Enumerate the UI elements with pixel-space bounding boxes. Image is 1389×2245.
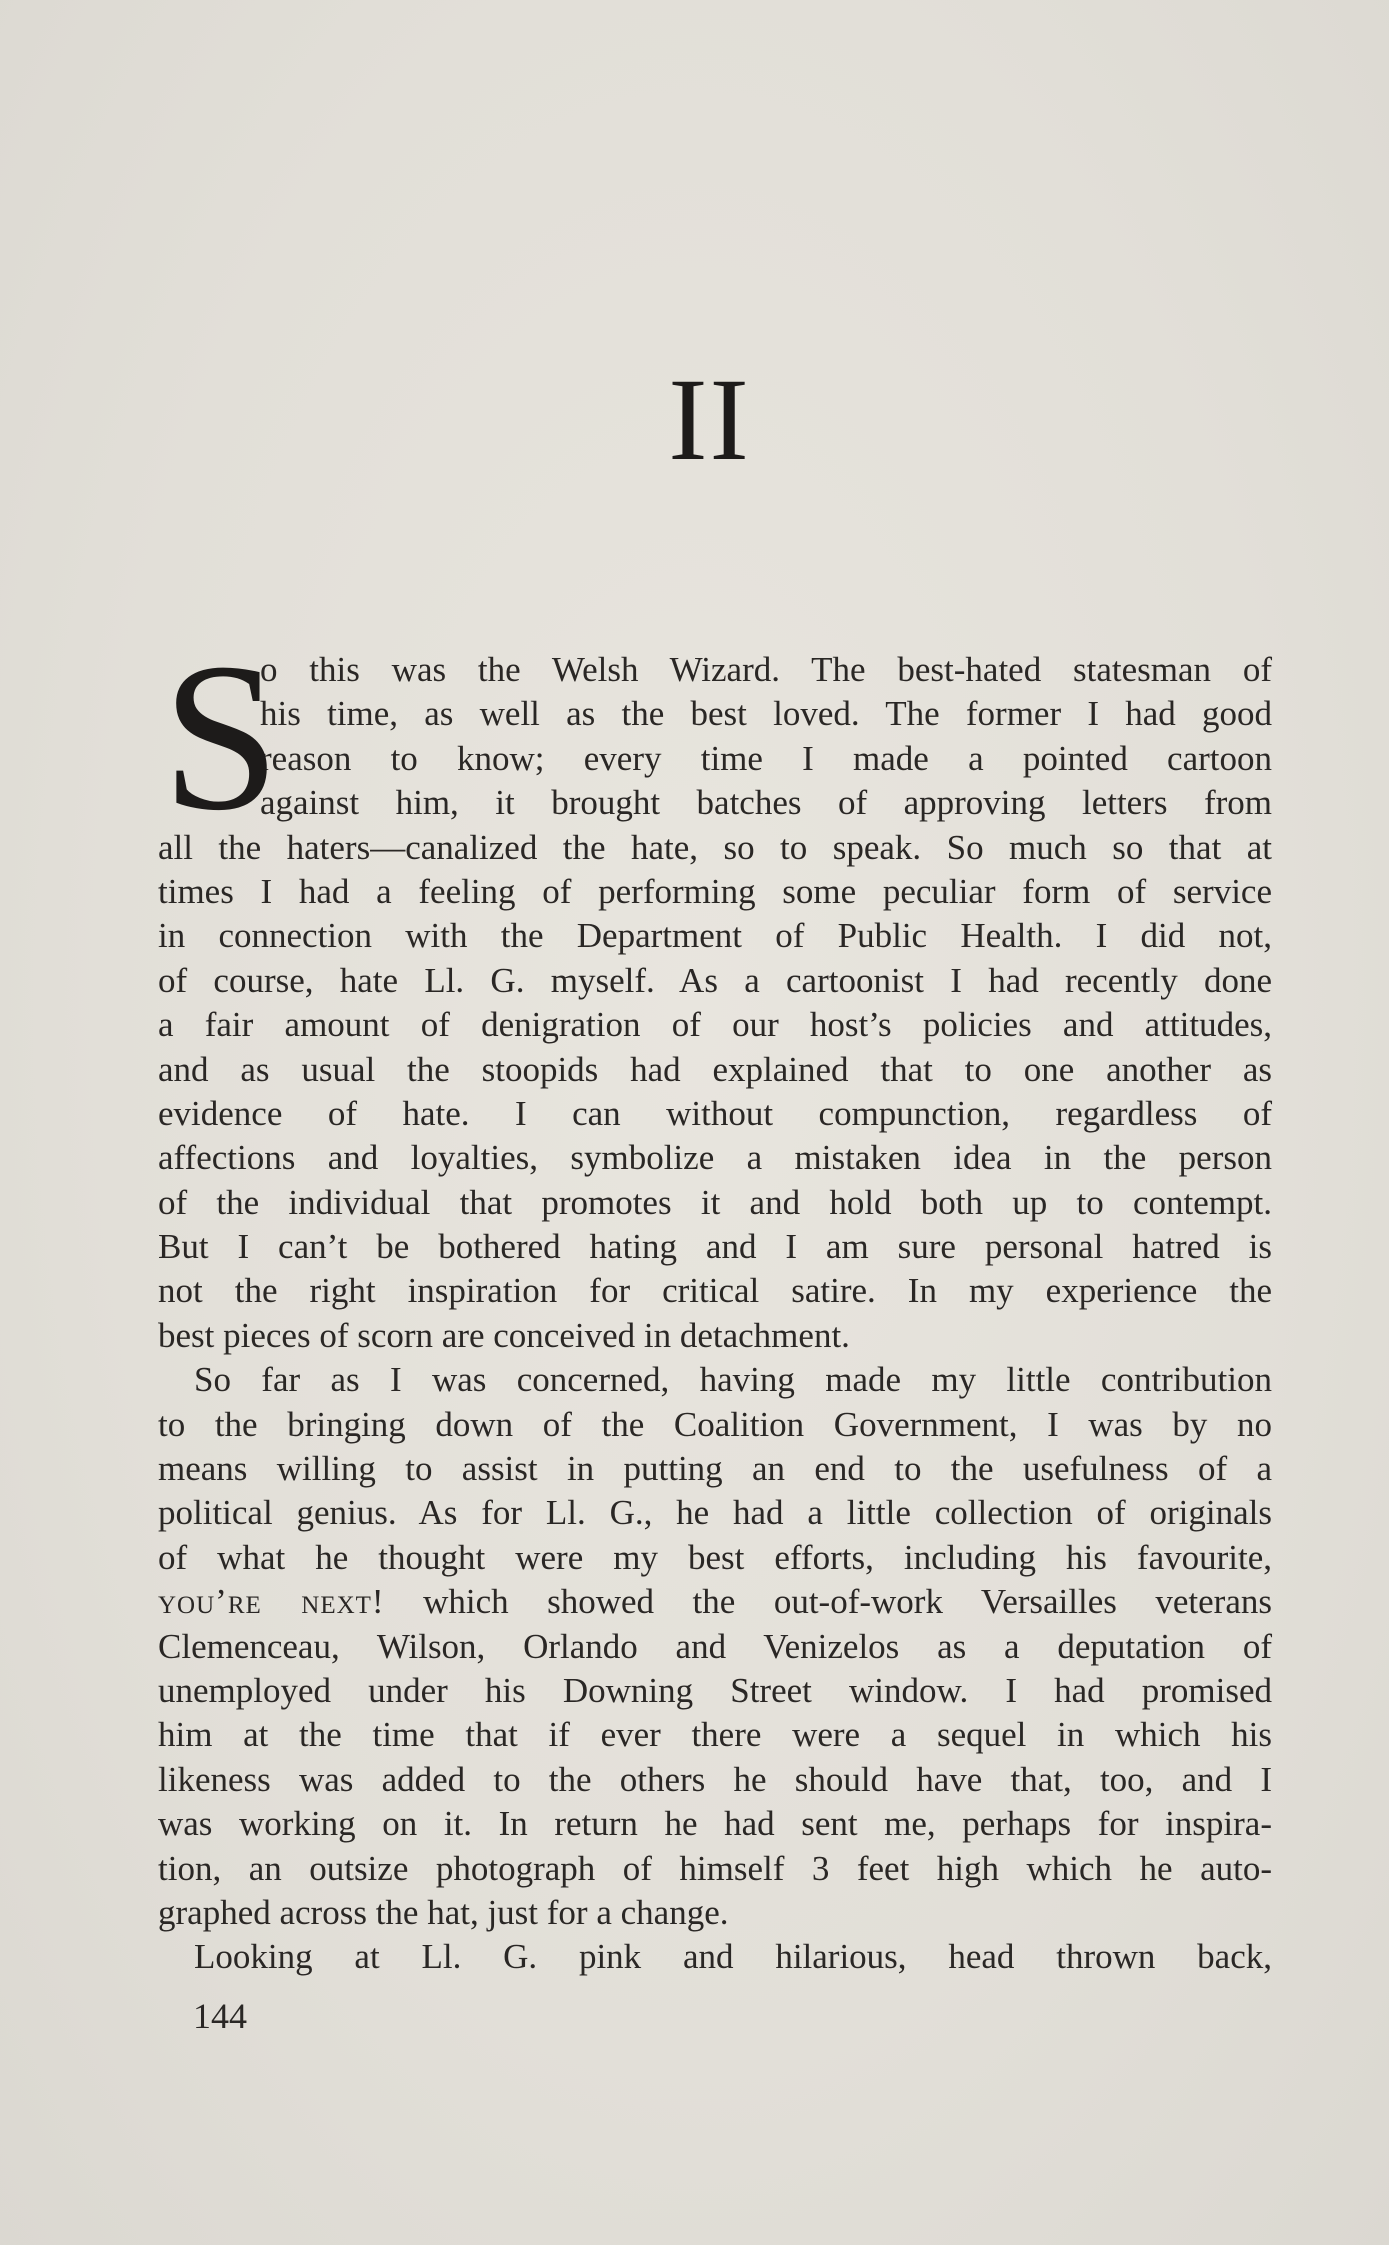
cartoon-title: you’re next! — [158, 1582, 385, 1622]
drop-cap: S — [162, 619, 280, 854]
text-line: affections and loyalties, symbolize a mistaken idea in the person — [158, 1138, 1272, 1178]
text-line: not the right inspiration for critical satire. In my experience the — [158, 1271, 1272, 1311]
text-line: of what he thought were my best efforts, including his favourite, — [158, 1537, 1272, 1577]
text-line: against him, it brought batches of approving letters from — [260, 783, 1272, 823]
page-number: 144 — [193, 1996, 247, 2036]
text-line: times I had a feeling of performing some peculiar form of service — [158, 871, 1272, 911]
text-line: all the haters—canalized the hate, so to speak. So much so that at — [158, 827, 1272, 867]
text-line: likeness was added to the others he should have that, too, and I — [158, 1759, 1272, 1799]
text-line: of course, hate Ll. G. myself. As a cartoonist I had recently done — [158, 960, 1272, 1000]
text-line: tion, an outsize photograph of himself 3 feet high which he auto- — [158, 1848, 1272, 1888]
text-fragment: which showed the out-of-work Versailles veterans — [384, 1582, 1272, 1622]
text-line: and as usual the stoopids had explained that to one another as — [158, 1049, 1272, 1089]
chapter-number: II — [668, 354, 751, 485]
text-line: So far as I was concerned, having made my little contribution — [194, 1360, 1272, 1400]
text-line: Clemenceau, Wilson, Orlando and Venizelos as a deputation of — [158, 1626, 1272, 1666]
text-line-with-cartoon-title — [158, 1580, 1272, 1624]
text-line: to the bringing down of the Coalition Government, I was by no — [158, 1404, 1272, 1444]
text-line: unemployed under his Downing Street window. I had promised — [158, 1670, 1272, 1710]
text-line: But I can’t be bothered hating and I am sure personal hatred is — [158, 1227, 1272, 1267]
text-line: means willing to assist in putting an end to the usefulness of a — [158, 1449, 1272, 1489]
text-line: reason to know; every time I made a pointed cartoon — [260, 738, 1272, 778]
text-line: him at the time that if ever there were a sequel in which his — [158, 1715, 1272, 1755]
text-line: was working on it. In return he had sent me, perhaps for inspira- — [158, 1804, 1272, 1844]
text-line: o this was the Welsh Wizard. The best-hated statesman of — [260, 650, 1272, 689]
body-text — [158, 619, 1272, 1980]
text-line: of the individual that promotes it and hold both up to contempt. — [158, 1182, 1272, 1222]
text-line: political genius. As for Ll. G., he had a little collection of originals — [158, 1493, 1272, 1533]
text-line: in connection with the Department of Public Health. I did not, — [158, 916, 1272, 956]
text-line: best pieces of scorn are conceived in detachment. — [158, 1315, 850, 1355]
text-line: evidence of hate. I can without compunction, regardless of — [158, 1093, 1272, 1133]
text-line: his time, as well as the best loved. The former I had good — [260, 694, 1272, 734]
text-line: Looking at Ll. G. pink and hilarious, head thrown back, — [194, 1937, 1272, 1977]
text-line: a fair amount of denigration of our host’s policies and attitudes, — [158, 1005, 1272, 1045]
text-line: graphed across the hat, just for a change. — [158, 1892, 729, 1932]
